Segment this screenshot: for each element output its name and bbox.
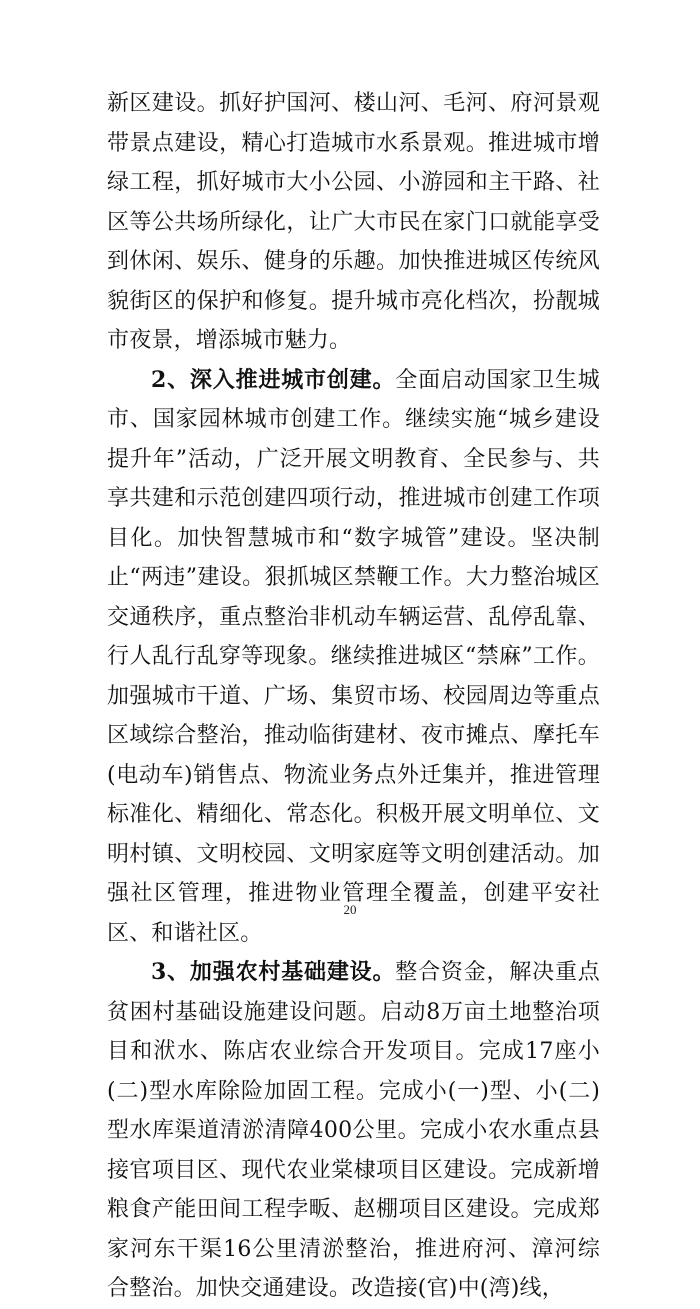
paragraph-2 <box>107 361 600 954</box>
paragraph-1 <box>107 84 600 361</box>
page-number: 20 <box>343 902 357 917</box>
paragraph-3-text: 整合资金，解决重点贫困村基础设施建设问题。启动8万亩土地整治项目和洑水、陈店农业综合开发项目。完成17座小(二)型水库除险加固工程。完成小(一)型、小(二)型水库渠道清淤清障400公里。完成小农水重点县接官项目区、现代农业棠棣项目区建设。完成新增粮食产能田间工程孛畈、赵棚项目区建设。完成郑家河东干渠16公里清淤整治，推进府河、漳河综合整治。加快交通建设。改造接(官)中(湾)线， <box>107 960 600 1301</box>
document-body <box>107 84 600 1309</box>
paragraph-3-lead: 3、加强农村基础建设。 <box>151 959 396 985</box>
paragraph-2-lead: 2、深入推进城市创建。 <box>151 366 396 393</box>
paragraph-1-text: 新区建设。抓好护国河、楼山河、毛河、府河景观带景点建设，精心打造城市水系景观。推进城市增绿工程，抓好城市大小公园、小游园和主干路、社区等公共场所绿化，让广大市民在家门口就能享受到休闲、娱乐、健身的乐趣。加快推进城区传统风貌街区的保护和修复。提升城市亮化档次，扮靓城市夜景，增添城市魅力。 <box>107 91 600 353</box>
paragraph-3 <box>107 953 600 1309</box>
paragraph-2-text: 全面启动国家卫生城市、国家园林城市创建工作。继续实施“城乡建设提升年”活动，广泛开展文明教育、全民参与、共享共建和示范创建四项行动，推进城市创建工作项目化。加快智慧城市和“数字城管”建设。坚决制止“两违”建设。狠抓城区禁鞭工作。大力整治城区交通秩序，重点整治非机动车辆运营、乱停乱靠、行人乱行乱穿等现象。继续推进城区“禁麻”工作。加强城市干道、广场、集贸市场、校园周边等重点区域综合整治，推动临街建材、夜市摊点、摩托车(电动车)销售点、物流业务点外迁集并，推进管理标准化、精细化、常态化。积极开展文明单位、文明村镇、文明校园、文明家庭等文明创建活动。加强社区管理，推进物业管理全覆盖，创建平安社区、和谐社区。 <box>107 367 600 946</box>
